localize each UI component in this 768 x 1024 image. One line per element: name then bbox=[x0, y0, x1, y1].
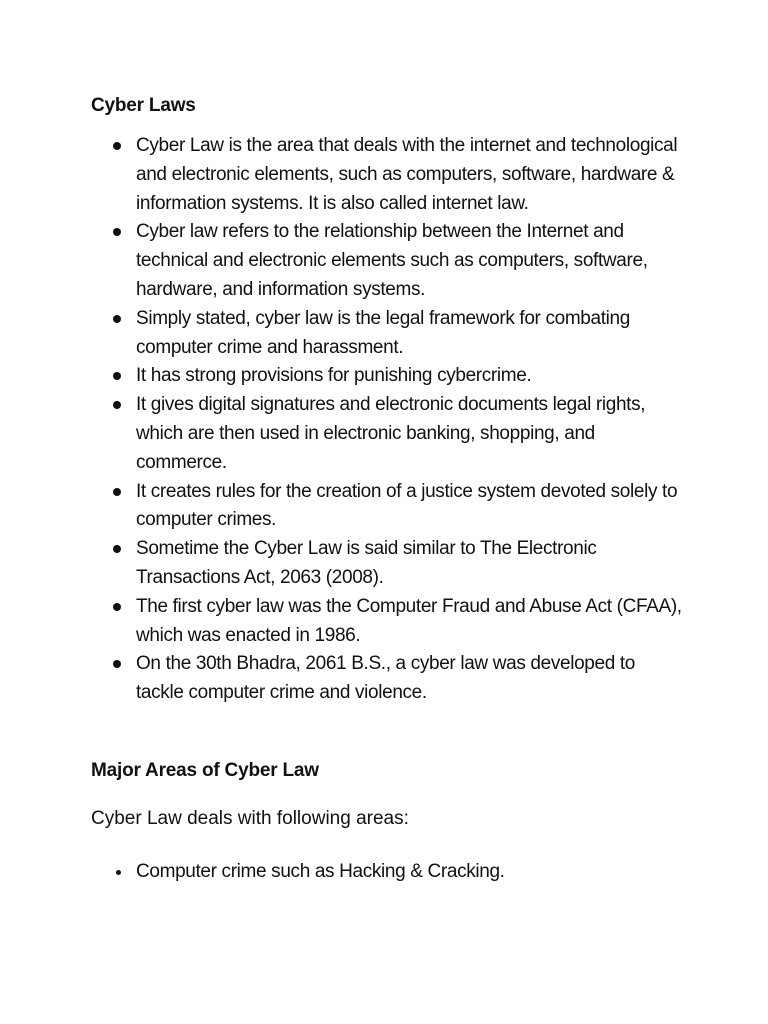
bullet-dot-icon bbox=[113, 372, 121, 380]
section-heading-major-areas: Major Areas of Cyber Law bbox=[91, 760, 319, 781]
list-item bbox=[0, 858, 768, 887]
bullet-dot-icon bbox=[113, 545, 121, 553]
bullet-dot-icon bbox=[113, 603, 121, 611]
list-item bbox=[0, 132, 768, 218]
bullet-dot-icon bbox=[113, 488, 121, 496]
list-item-text: Cyber law refers to the relationship between the Internet and technical and electronic elements such as computers, software, hardware, and information systems. bbox=[136, 221, 648, 300]
list-item bbox=[0, 535, 768, 593]
list-item-text: It gives digital signatures and electronic documents legal rights, which are then used in electronic banking, shopping, and commerce. bbox=[136, 394, 646, 473]
section-heading-cyber-laws: Cyber Laws bbox=[91, 95, 196, 116]
section-intro-text: Cyber Law deals with following areas: bbox=[91, 808, 409, 829]
bullet-dot-icon bbox=[113, 142, 121, 150]
list-item-text: Simply stated, cyber law is the legal framework for combating computer crime and harassment. bbox=[136, 307, 630, 358]
bullet-dot-icon bbox=[113, 228, 121, 236]
list-item bbox=[0, 478, 768, 536]
list-item-text: It creates rules for the creation of a justice system devoted solely to computer crimes. bbox=[136, 480, 678, 531]
list-item bbox=[0, 362, 768, 391]
list-item-text: The first cyber law was the Computer Fraud and Abuse Act (CFAA), which was enacted in 1986. bbox=[136, 595, 682, 646]
list-item-text: Computer crime such as Hacking & Cracking. bbox=[136, 861, 505, 882]
bullet-dot-icon bbox=[113, 401, 121, 409]
bullet-dot-icon bbox=[113, 660, 121, 668]
list-item bbox=[0, 391, 768, 477]
list-item-text: Cyber Law is the area that deals with the internet and technological and electronic elements, such as computers, software, hardware & information systems. It is also called internet law. bbox=[136, 135, 678, 214]
list-item bbox=[0, 593, 768, 651]
list-item-text: Sometime the Cyber Law is said similar to The Electronic Transactions Act, 2063 (2008). bbox=[136, 538, 597, 588]
bullet-dot-icon bbox=[113, 315, 121, 323]
list-item bbox=[0, 305, 768, 363]
list-item-text: It has strong provisions for punishing cybercrime. bbox=[136, 365, 532, 387]
bullet-dot-icon bbox=[116, 870, 121, 875]
list-item bbox=[0, 218, 768, 304]
list-item-text: On the 30th Bhadra, 2061 B.S., a cyber law was developed to tackle computer crime and violence. bbox=[136, 653, 636, 704]
cyber-laws-bullet-list bbox=[0, 132, 768, 708]
list-item bbox=[0, 650, 768, 708]
major-areas-bullet-list bbox=[0, 858, 768, 887]
